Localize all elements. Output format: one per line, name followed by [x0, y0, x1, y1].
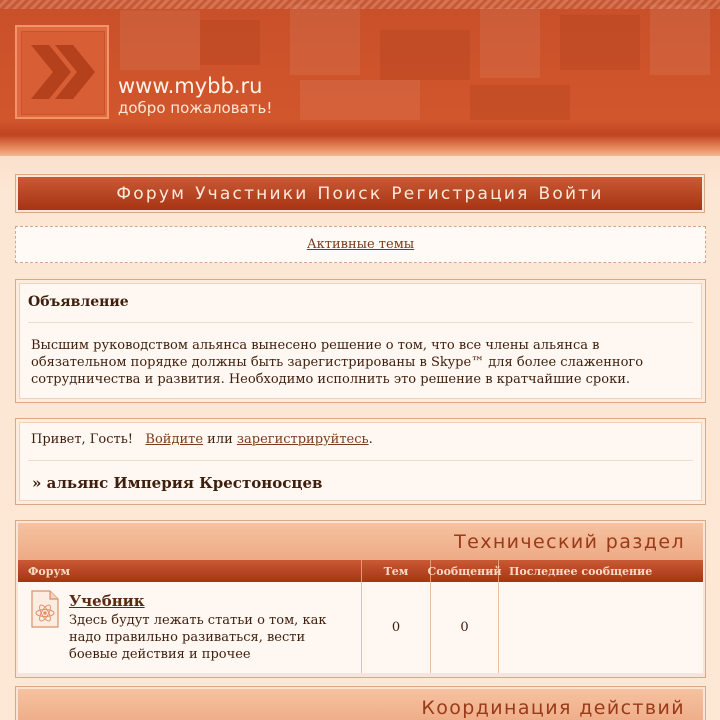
table-row	[18, 582, 703, 673]
category-title[interactable]: Технический раздел	[18, 523, 703, 560]
header-pattern-tile	[300, 80, 420, 120]
header-pattern-tile	[120, 10, 200, 70]
or-text: или	[207, 432, 233, 447]
announcement-inner	[19, 283, 702, 399]
header-pattern-tile	[290, 5, 360, 75]
forum-table-header	[18, 560, 703, 582]
site-logo[interactable]	[15, 25, 109, 119]
register-link[interactable]: зарегистрируйтесь	[236, 432, 369, 447]
category-technical	[15, 520, 706, 678]
forum-name-link[interactable]: Учебник	[69, 592, 145, 610]
welcome-panel	[15, 418, 706, 505]
login-link[interactable]: Войдите	[145, 432, 204, 447]
double-chevron-right-icon	[27, 39, 99, 105]
forum-cell	[18, 582, 362, 673]
welcome-line	[31, 432, 373, 447]
site-header	[0, 0, 720, 156]
header-pattern-tile	[470, 85, 570, 120]
header-stripe	[0, 0, 720, 9]
main-nav	[15, 174, 705, 213]
nav-login[interactable]: Войти	[538, 183, 604, 204]
welcome-inner	[19, 422, 702, 501]
greeting-text: Привет, Гость!	[31, 432, 134, 447]
announcement-title: Объявление	[28, 294, 129, 310]
nav-members[interactable]: Участники	[195, 183, 309, 204]
column-last-post: Последнее сообщение	[509, 564, 653, 578]
announcement-divider	[28, 322, 693, 323]
site-welcome-text: добро пожаловать!	[118, 99, 273, 117]
nav-forum[interactable]: Форум	[116, 183, 187, 204]
header-pattern-tile	[480, 8, 540, 78]
forum-document-icon	[31, 590, 59, 628]
header-pattern-tile	[560, 15, 640, 70]
nav-register[interactable]: Регистрация	[391, 183, 530, 204]
main-nav-bar	[18, 177, 702, 210]
category-coordination	[15, 686, 706, 720]
site-url[interactable]: www.mybb.ru	[118, 74, 263, 98]
column-forum: Форум	[18, 560, 362, 582]
forum-last-post	[499, 582, 704, 673]
header-pattern-tile	[650, 5, 710, 75]
period-text: .	[368, 432, 373, 447]
active-topics-link[interactable]: Активные темы	[306, 237, 415, 252]
announcement-panel	[15, 279, 706, 403]
column-topics: Тем	[362, 560, 431, 582]
welcome-divider	[28, 460, 693, 461]
forum-posts-count: 0	[431, 582, 499, 673]
forum-description: Здесь будут лежать статьи о том, как надо правильно разиваться, вести боевые действия и прочее	[69, 613, 327, 662]
category-title[interactable]: Координация действий	[18, 689, 703, 720]
column-posts: Сообщений	[431, 560, 499, 582]
breadcrumb[interactable]: » альянс Империя Крестоносцев	[32, 474, 323, 492]
active-topics-bar	[15, 226, 706, 263]
header-pattern-tile	[380, 30, 470, 80]
nav-search[interactable]: Поиск	[317, 183, 383, 204]
forum-topics-count: 0	[362, 582, 431, 673]
announcement-text: Высшим руководством альянса вынесено решение о том, что все члены альянса в обязательном порядке должны быть зарегистрированы в Skype™ для более слаженного сотрудничества и развития. Необходимо исполнить это решение в кратчайшие сроки.	[31, 338, 644, 387]
header-pattern-tile	[200, 20, 260, 65]
